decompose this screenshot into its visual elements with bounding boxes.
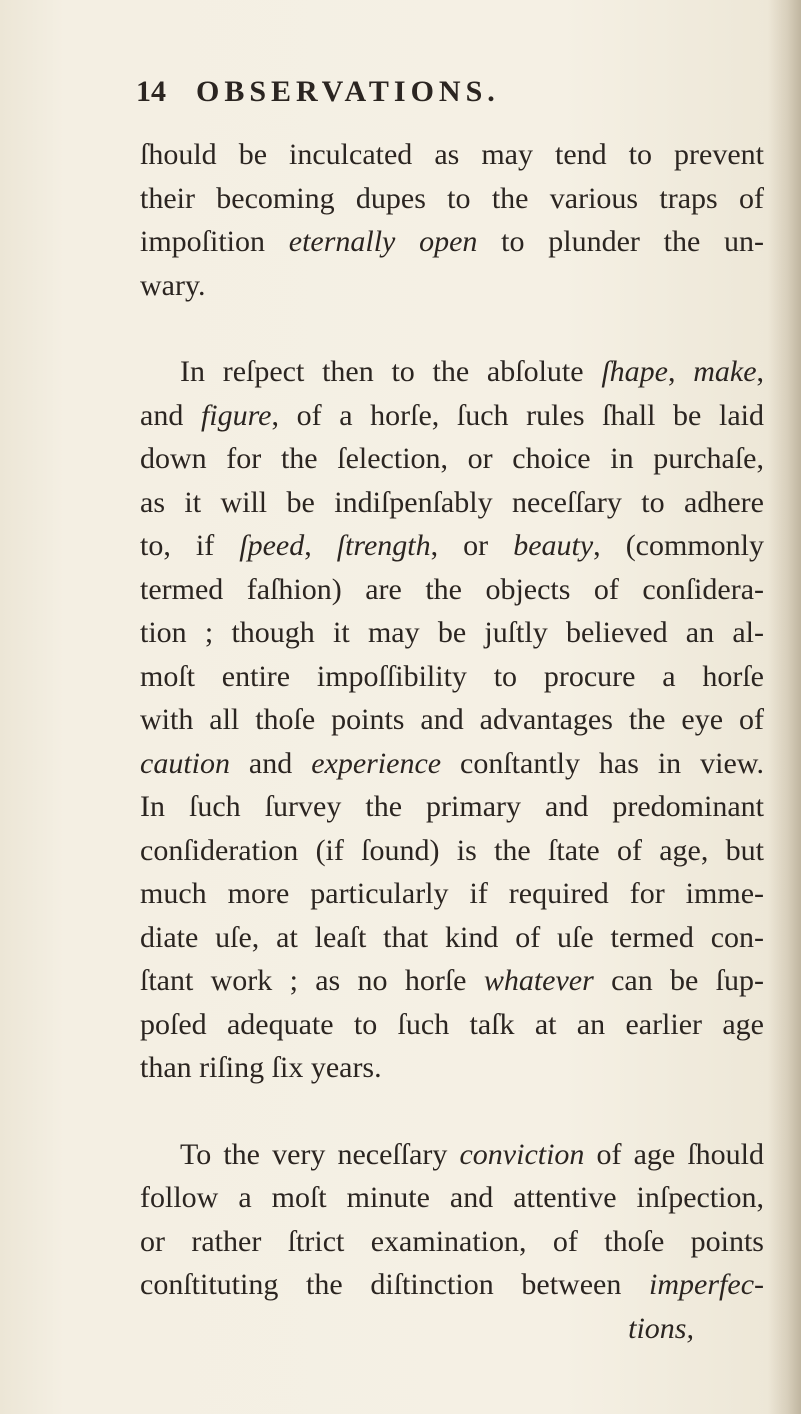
text-segment: follow a moſt minute and attentive inſpection, xyxy=(140,1181,764,1214)
paragraph xyxy=(140,1133,764,1307)
text-segment: moſt entire impoſſibility to procure a horſe xyxy=(140,659,764,693)
text-segment: conſideration (if ſound) is the ſtate of age, but xyxy=(140,833,764,867)
text-segment: and xyxy=(230,746,312,780)
text-segment: poſed adequate to ſuch taſk at an earlier age xyxy=(140,1007,764,1041)
text-line xyxy=(140,1046,764,1090)
italic-text: caution xyxy=(140,746,230,780)
text-segment: much more particularly if required for imme- xyxy=(140,877,764,910)
text-line xyxy=(140,611,764,655)
text-segment: , or xyxy=(430,529,514,562)
text-line xyxy=(140,916,764,960)
text-segment: termed faſhion) are the objects of conſidera- xyxy=(140,572,764,606)
italic-text: imperfec- xyxy=(649,1268,764,1301)
text-segment: their becoming dupes to the various traps of xyxy=(140,181,764,215)
text-line xyxy=(140,872,764,916)
text-segment: , xyxy=(756,355,765,388)
text-segment: In reſpect then to the abſolute xyxy=(180,355,602,388)
text-line xyxy=(140,1003,764,1047)
text-line xyxy=(140,568,764,612)
italic-text: experience xyxy=(311,746,442,780)
text-segment: and xyxy=(140,398,201,432)
text-line xyxy=(140,1176,764,1220)
text-line xyxy=(140,698,764,742)
italic-text: figure xyxy=(200,398,272,432)
text-line xyxy=(140,177,764,221)
text-line xyxy=(140,742,764,786)
text-line xyxy=(140,133,764,177)
page-number: 14 xyxy=(136,75,166,108)
text-line xyxy=(140,1133,764,1177)
text-line xyxy=(140,481,764,525)
text-line xyxy=(140,437,764,481)
text-segment: to plunder the un- xyxy=(477,225,764,258)
text-segment: To the very neceſſary xyxy=(180,1137,460,1171)
text-line xyxy=(140,350,764,394)
text-segment: conſtantly has in view. xyxy=(441,746,764,780)
text-segment: In ſuch ſurvey the primary and predominant xyxy=(140,790,764,823)
body-text xyxy=(140,133,764,1350)
italic-text: beauty xyxy=(513,529,594,562)
text-line xyxy=(140,785,764,829)
text-segment: , xyxy=(667,355,694,388)
text-segment: or rather ſtrict examination, of thoſe points xyxy=(140,1224,764,1258)
text-line xyxy=(140,264,764,308)
text-line xyxy=(140,1263,764,1307)
text-line xyxy=(140,524,764,568)
page-edge-shadow xyxy=(767,0,801,1414)
text-segment: down for the ſelection, or choice in purchaſe, xyxy=(140,442,764,475)
text-segment: tion ; though it may be juſtly believed an al- xyxy=(140,616,764,649)
text-segment: ſtant work ; as no horſe xyxy=(140,964,484,997)
text-segment: than riſing ſix years. xyxy=(140,1051,382,1084)
text-segment: of age ſhould xyxy=(584,1137,765,1171)
text-segment: as it will be indiſpenſably neceſſary to adhere xyxy=(140,485,764,519)
text-segment: wary. xyxy=(140,268,206,302)
italic-text: whatever xyxy=(483,964,594,997)
paragraph xyxy=(140,350,764,1090)
text-segment: impoſition xyxy=(140,225,289,258)
italic-text: conviction xyxy=(459,1137,585,1171)
text-segment: diate uſe, at leaſt that kind of uſe termed con- xyxy=(140,920,764,954)
text-segment: ſhould be inculcated as may tend to prevent xyxy=(140,138,764,171)
italic-text: ſpeed xyxy=(239,529,305,562)
text-segment: , (commonly xyxy=(593,529,764,562)
italic-text: ſhape xyxy=(601,355,668,388)
page-text-block xyxy=(136,70,765,1350)
catchword-text: tions, xyxy=(628,1311,694,1345)
italic-text: make xyxy=(693,355,757,388)
text-segment: to, if xyxy=(140,529,240,562)
italic-text: eternally open xyxy=(288,225,478,258)
text-line xyxy=(140,1220,764,1264)
paragraph xyxy=(140,133,764,307)
text-segment: can be ſup- xyxy=(593,964,764,997)
text-segment: , of a horſe, ſuch rules ſhall be laid xyxy=(271,398,764,432)
text-segment: , xyxy=(304,529,337,562)
text-line xyxy=(140,394,764,438)
text-segment: conſtituting the diſtinction between xyxy=(140,1268,650,1301)
page-header xyxy=(136,70,764,125)
text-line xyxy=(140,829,764,873)
text-segment: with all thoſe points and advantages the eye of xyxy=(140,703,764,736)
running-head: OBSERVATIONS. xyxy=(196,75,500,108)
text-line xyxy=(140,220,764,264)
italic-text: ſtrength xyxy=(336,529,431,562)
text-line xyxy=(140,959,764,1003)
catchword xyxy=(140,1307,764,1351)
text-line xyxy=(140,655,764,699)
